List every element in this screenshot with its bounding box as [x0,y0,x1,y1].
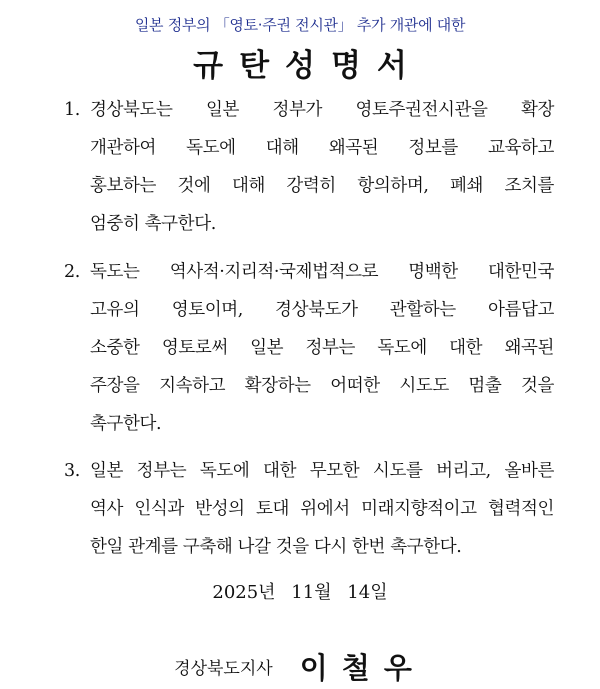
item-continuation [64,291,554,443]
item-text-line: 일본 정부는 독도에 대한 무모한 시도를 버리고, 올바른 [90,461,554,481]
item-number: 3. [64,461,80,481]
item-continuation [64,490,554,566]
item-text-line: 개관하여 독도에 대해 왜곡된 정보를 교육하고 [90,138,554,158]
statement-item-1 [64,91,554,243]
signer-role: 경상북도지사 [174,659,273,679]
signer-name: 이철우 [299,651,426,685]
item-text-line: 경상북도는 일본 정부가 영토주권전시관을 확장 [90,100,554,120]
item-first-line [64,91,554,129]
statement-item-2 [64,253,554,443]
item-first-line [64,452,554,490]
item-text-line: 독도는 역사적·지리적·국제법적으로 명백한 대한민국 [90,262,554,282]
item-text-line: 소중한 영토로써 일본 정부는 독도에 대한 왜곡된 [90,338,554,358]
item-continuation [64,129,554,243]
item-text-line: 역사 인식과 반성의 토대 위에서 미래지향적이고 협력적인 [90,499,554,519]
item-text-line: 홍보하는 것에 대해 강력히 항의하며, 폐쇄 조치를 [90,176,554,196]
item-text-line: 한일 관계를 구축해 나갈 것을 다시 한번 촉구한다. [90,537,462,557]
item-number: 2. [64,262,80,282]
statement-item-3 [64,452,554,566]
statement-title: 규탄성명서 [193,48,423,84]
item-text-line: 주장을 지속하고 확장하는 어떠한 시도도 멈출 것을 [90,376,554,396]
item-number: 1. [64,100,80,120]
item-first-line [64,253,554,291]
item-text-line: 고유의 영토이며, 경상북도가 관할하는 아름답고 [90,300,554,320]
item-text-line: 촉구한다. [90,414,162,434]
signature-block [0,646,600,687]
item-text-line: 엄중히 촉구한다. [90,214,216,234]
statement-subtitle: 일본 정부의 「영토·주권 전시관」 추가 개관에 대한 [134,16,466,34]
statement-date: 2025년 11월 14일 [212,582,388,603]
